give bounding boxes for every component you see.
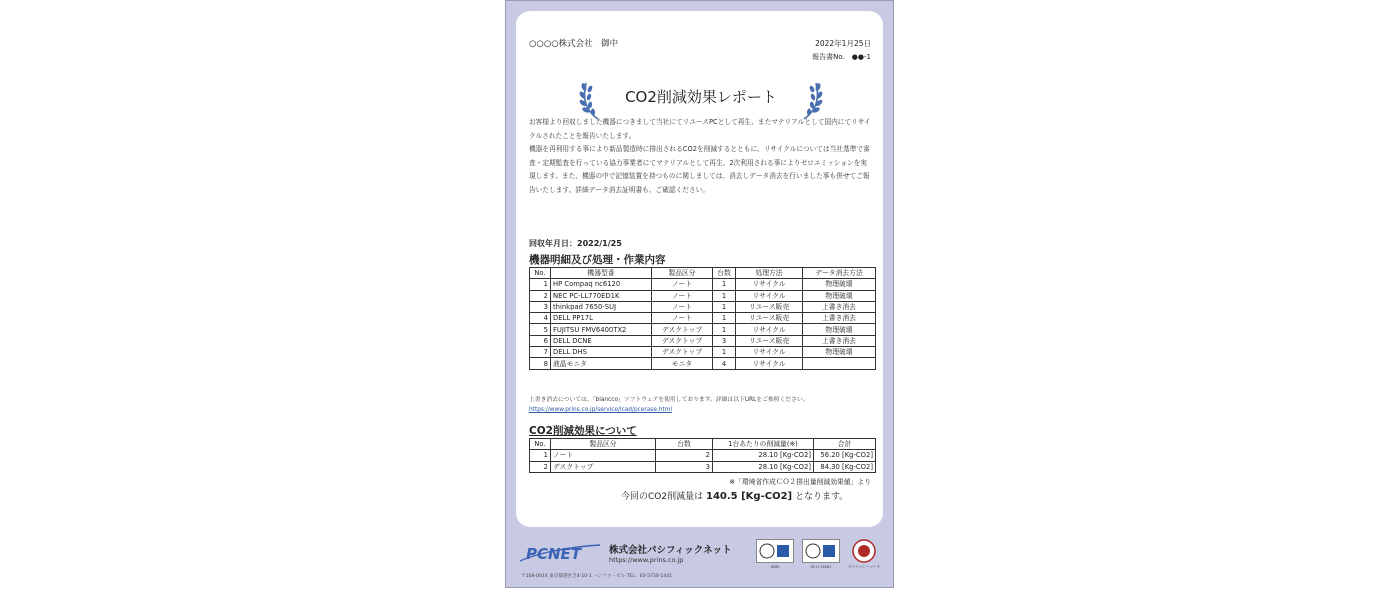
- jis-cert-icon: [802, 539, 840, 563]
- co2-table-body: [530, 450, 876, 473]
- summary-prefix: 今回のCO2削減量は: [621, 492, 704, 502]
- items-cell-qty: 1: [713, 313, 736, 324]
- items-row: [530, 279, 876, 290]
- items-cell-method: リサイクル: [736, 324, 803, 335]
- items-cell-qty: 1: [713, 347, 736, 358]
- items-cell-method: リユース販売: [736, 335, 803, 346]
- items-cell-qty: 1: [713, 279, 736, 290]
- items-cell-method: リサイクル: [736, 290, 803, 301]
- items-cell-erase: [803, 358, 876, 369]
- summary-value: 140.5 [Kg-CO2]: [705, 491, 793, 502]
- co2-cell-category: デスクトップ: [551, 461, 656, 472]
- items-cell-erase: 物理破壊: [803, 347, 876, 358]
- co2-header-qty: 台数: [656, 439, 713, 450]
- items-cell-erase: 上書き消去: [803, 335, 876, 346]
- items-cell-no: 8: [530, 358, 551, 369]
- items-cell-category: モニタ: [652, 358, 713, 369]
- items-row: [530, 335, 876, 346]
- laurel-right-icon: [798, 77, 824, 121]
- isms-cert-icon: [756, 539, 794, 563]
- items-cell-model: 液晶モニタ: [551, 358, 652, 369]
- items-cell-model: NEC PC-LL770ED1K: [551, 290, 652, 301]
- items-cell-category: ノート: [652, 290, 713, 301]
- co2-header-per-unit: 1台あたりの削減量(※): [713, 439, 814, 450]
- items-cell-no: 4: [530, 313, 551, 324]
- items-header-erase: データ消去方法: [803, 268, 876, 279]
- items-cell-category: ノート: [652, 279, 713, 290]
- co2-cell-total: 84.30 [Kg-CO2]: [814, 461, 876, 472]
- items-cell-method: リユース販売: [736, 313, 803, 324]
- items-cell-qty: 1: [713, 290, 736, 301]
- items-cell-no: 1: [530, 279, 551, 290]
- items-row: [530, 290, 876, 301]
- report-paper: [516, 11, 883, 527]
- items-cell-erase: 物理破壊: [803, 279, 876, 290]
- items-cell-model: HP Compaq nc6120: [551, 279, 652, 290]
- pcnet-logo-icon: [518, 539, 602, 567]
- erase-note: 上書き消去については、「blancco」ソフトウェアを使用しております。詳細は以下URLをご参照ください。: [529, 397, 809, 403]
- items-row: [530, 313, 876, 324]
- co2-cell-category: ノート: [551, 450, 656, 461]
- co2-source-note: ※「環境省作成ＣＯ２排出量削減効果値」より: [729, 478, 871, 486]
- items-row: [530, 347, 876, 358]
- co2-cell-qty: 2: [656, 450, 713, 461]
- jis-cert-label: JIS Q 15001: [810, 565, 832, 569]
- items-header-category: 製品区分: [652, 268, 713, 279]
- items-table: [529, 267, 876, 370]
- items-cell-method: リサイクル: [736, 358, 803, 369]
- items-cell-method: リサイクル: [736, 279, 803, 290]
- items-cell-category: デスクトップ: [652, 335, 713, 346]
- co2-header-no: No.: [530, 439, 551, 450]
- items-cell-no: 5: [530, 324, 551, 335]
- items-row: [530, 301, 876, 312]
- items-cell-qty: 1: [713, 324, 736, 335]
- items-cell-no: 7: [530, 347, 551, 358]
- collection-date: 回収年月日：2022/1/25: [529, 239, 622, 248]
- privacy-mark-label: プライバシーマーク: [847, 565, 881, 569]
- items-cell-erase: 物理破壊: [803, 290, 876, 301]
- items-cell-no: 3: [530, 301, 551, 312]
- body-paragraph-2: 機器を再利用する事により新品製造時に排出されるCO2を削減するとともに、リサイクルについては当社基準で審査・定期監査を行っている協力事業者にてマテリアルとして再生、2次利用される事によりゼロエミッションを実現します。また、機器の中で記憶装置を持つものに関しましては、消去しデータ消去を行いました事も併せてご報告いたします。詳細データ消去証明書も、ご確認ください。: [529, 145, 870, 194]
- items-header-model: 機器型番: [551, 268, 652, 279]
- items-cell-erase: 上書き消去: [803, 313, 876, 324]
- items-cell-category: デスクトップ: [652, 324, 713, 335]
- privacy-mark-icon: [850, 538, 878, 564]
- items-cell-category: ノート: [652, 301, 713, 312]
- company-url[interactable]: https://www.prins.co.jp: [609, 556, 684, 564]
- co2-cell-total: 56.20 [Kg-CO2]: [814, 450, 876, 461]
- co2-heading: CO2削減効果について: [529, 425, 637, 437]
- report-body: [529, 116, 871, 197]
- items-cell-qty: 3: [713, 335, 736, 346]
- items-heading: 機器明細及び処理・作業内容: [529, 254, 666, 266]
- laurel-left-icon: [578, 77, 604, 121]
- isms-cert-label: ISMS: [770, 565, 780, 569]
- items-cell-category: ノート: [652, 313, 713, 324]
- report-frame: [505, 0, 894, 588]
- items-header-qty: 台数: [713, 268, 736, 279]
- co2-header-category: 製品区分: [551, 439, 656, 450]
- co2-row: [530, 461, 876, 472]
- items-row: [530, 358, 876, 369]
- co2-row: [530, 450, 876, 461]
- co2-cell-qty: 3: [656, 461, 713, 472]
- items-header-row: [530, 268, 876, 279]
- summary-suffix: となります。: [794, 492, 849, 502]
- items-cell-category: デスクトップ: [652, 347, 713, 358]
- items-cell-model: DELL DCNE: [551, 335, 652, 346]
- co2-cell-per-unit: 28.10 [Kg-CO2]: [713, 450, 814, 461]
- co2-cell-no: 1: [530, 450, 551, 461]
- items-cell-model: thinkpad 7650-SUJ: [551, 301, 652, 312]
- logo-text: PCNET: [526, 545, 582, 563]
- items-cell-no: 6: [530, 335, 551, 346]
- addressee: ○○○○株式会社 御中: [529, 39, 619, 49]
- items-cell-qty: 4: [713, 358, 736, 369]
- items-header-no: No.: [530, 268, 551, 279]
- company-name: 株式会社パシフィックネット: [609, 545, 732, 556]
- items-cell-model: DELL DHS: [551, 347, 652, 358]
- report-title: CO2削減効果レポート: [625, 88, 777, 106]
- body-paragraph-1: お客様より回収しました機器につきまして当社にてリユースPCとして再生、またマテリアルとして国内にてリサイクルされたことを報告いたします。: [529, 118, 871, 140]
- items-cell-erase: 物理破壊: [803, 324, 876, 335]
- co2-header-row: [530, 439, 876, 450]
- co2-cell-no: 2: [530, 461, 551, 472]
- items-row: [530, 324, 876, 335]
- items-cell-method: リサイクル: [736, 347, 803, 358]
- items-table-body: [530, 279, 876, 369]
- items-header-method: 処理方法: [736, 268, 803, 279]
- report-date: 2022年1月25日: [815, 39, 871, 48]
- items-cell-model: DELL PP17L: [551, 313, 652, 324]
- co2-cell-per-unit: 28.10 [Kg-CO2]: [713, 461, 814, 472]
- items-cell-erase: 上書き消去: [803, 301, 876, 312]
- co2-header-total: 合計: [814, 439, 876, 450]
- co2-table: [529, 438, 876, 473]
- items-cell-qty: 1: [713, 301, 736, 312]
- items-cell-model: FUJITSU FMV6400TX2: [551, 324, 652, 335]
- erase-info-link[interactable]: https://www.prins.co.jp/service/lcad/pcerase.html: [529, 407, 672, 413]
- title-block: [576, 77, 826, 121]
- items-cell-no: 2: [530, 290, 551, 301]
- document-number: 報告書No. ●●-1: [812, 53, 871, 61]
- co2-summary: [621, 489, 848, 502]
- items-cell-method: リユース販売: [736, 301, 803, 312]
- company-address: 〒108-0014 東京都港区芝4-10-1 ハンファ・ビル TEL：03-5730-1441: [521, 574, 673, 579]
